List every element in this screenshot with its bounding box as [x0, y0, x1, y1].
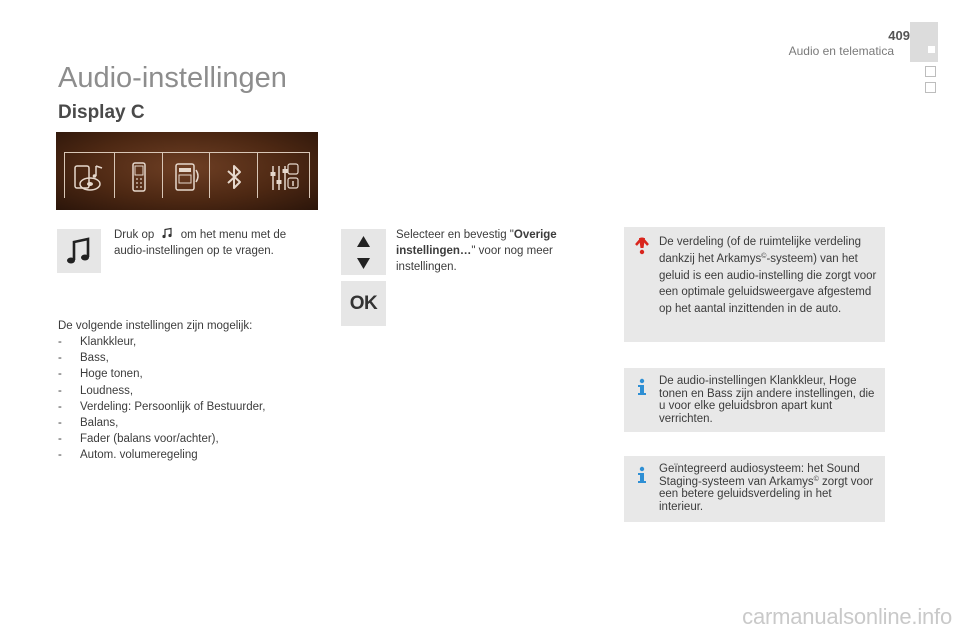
- instruction-text: om het menu met de audio-instellingen op te vragen.: [114, 229, 287, 257]
- list-item: - Bass,: [58, 352, 109, 365]
- radio-icon[interactable]: [170, 160, 204, 194]
- page-title: Audio-instellingen: [58, 62, 287, 94]
- instruction-text: " voor nog meer instellingen.: [396, 245, 553, 273]
- info-note: [624, 456, 885, 522]
- phone-icon[interactable]: [122, 160, 156, 194]
- display-screen: [56, 132, 318, 210]
- music-note-icon: [57, 229, 101, 273]
- menu-divider: [309, 152, 310, 198]
- watermark: carmanualsonline.info: [742, 604, 952, 629]
- info-text: De audio-instellingen Klankkleur, Hoge tonen en Bass zijn andere instellingen, die u voor elke geluidsbron apart kunt verrichten.: [659, 375, 875, 425]
- ok-button[interactable]: [341, 281, 386, 326]
- list-item: - Fader (balans voor/achter),: [58, 433, 219, 446]
- menu-option-name: Overige instellingen…: [396, 229, 557, 257]
- list-item: - Loudness,: [58, 384, 134, 397]
- chapter-tab-empty-2[interactable]: [925, 82, 936, 93]
- list-item: - Balans,: [58, 417, 119, 430]
- ok-label: OK: [349, 293, 378, 314]
- list-item: - Hoge tonen,: [58, 368, 143, 381]
- menu-divider: [209, 152, 210, 198]
- settings-intro: De volgende instellingen zijn mogelijk:: [58, 320, 253, 332]
- list-item: - Verdeling: Persoonlijk of Bestuurder,: [58, 400, 266, 413]
- up-down-button[interactable]: [341, 229, 386, 275]
- warning-note: [624, 227, 885, 342]
- settings-list: [58, 334, 265, 464]
- instruction-open-menu: [114, 227, 314, 259]
- instruction-select-settings: [396, 227, 586, 275]
- page-number: 409: [888, 28, 910, 43]
- info-icon: [634, 466, 650, 484]
- music-button[interactable]: [57, 229, 101, 273]
- list-item: - Autom. volumeregeling: [58, 449, 198, 462]
- instruction-text: Druk op: [114, 229, 155, 241]
- menu-divider: [162, 152, 163, 198]
- menu-bar-line: [64, 152, 310, 153]
- bluetooth-icon[interactable]: [217, 160, 251, 194]
- list-item: - Klankkleur,: [58, 336, 137, 348]
- tab-marker: [928, 46, 935, 53]
- media-player-icon[interactable]: [72, 160, 106, 194]
- menu-divider: [257, 152, 258, 198]
- chapter-tab[interactable]: [910, 22, 938, 62]
- music-note-icon: [161, 227, 173, 239]
- menu-divider: [114, 152, 115, 198]
- warning-text: De verdeling (of de ruimtelijke verdeling dankzij het Arkamys©-systeem) van het geluid is een audio-instelling die zorgt voor een optimale geluidsweergave afgestemd op het aantal inzittenden in de auto.: [659, 236, 877, 316]
- chapter-tab-empty-1[interactable]: [925, 66, 936, 77]
- menu-divider: [64, 152, 65, 198]
- section-title: Audio en telematica: [788, 44, 894, 58]
- audio-settings-icon[interactable]: [267, 160, 301, 194]
- info-note: [624, 368, 885, 432]
- info-text: Geïntegreerd audiosysteem: het Sound Staging-systeem van Arkamys© zorgt voor een betere geluidsverdeling in het interieur.: [659, 463, 874, 513]
- info-icon: [634, 378, 650, 396]
- warning-icon: [634, 237, 650, 255]
- section-subtitle: Display C: [58, 102, 145, 123]
- instruction-text: Selecteer en bevestig ": [396, 229, 514, 241]
- up-down-arrows-icon: [341, 229, 386, 275]
